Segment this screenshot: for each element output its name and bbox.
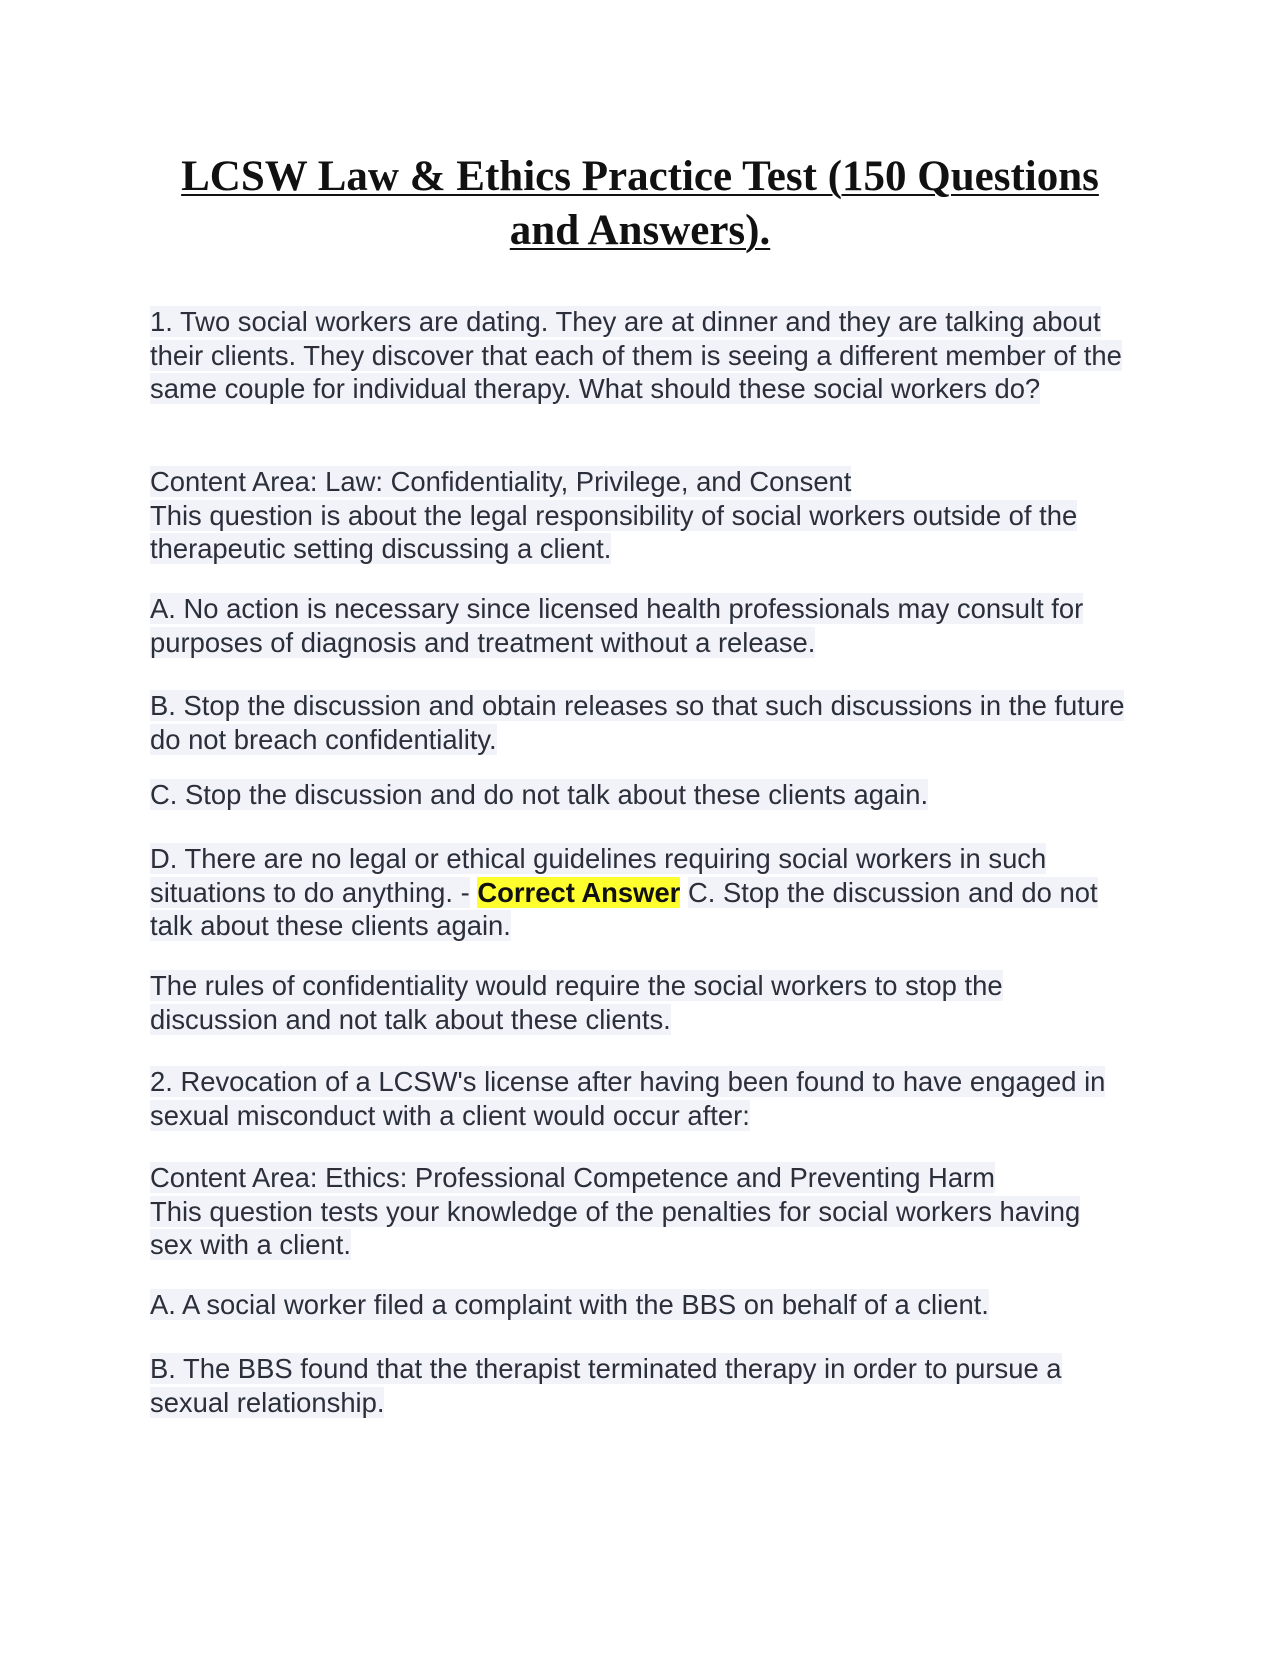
- correct-answer-label: Correct Answer: [477, 876, 681, 908]
- question-1-content-area: [150, 465, 1130, 566]
- question-2-option-b: [150, 1352, 1130, 1419]
- question-2-option-b-text: B. The BBS found that the therapist terminated therapy in order to pursue a sexual relationship.: [150, 1353, 1062, 1418]
- question-1-text: [150, 305, 1130, 406]
- question-1-option-a-text: A. No action is necessary since licensed health professionals may consult for purposes of diagnosis and treatment without a release.: [150, 593, 1084, 658]
- question-1-text-content: 1. Two social workers are dating. They are at dinner and they are talking about their clients. They discover that each of them is seeing a different member of the same couple for individual therapy. What should these social workers do?: [150, 306, 1122, 404]
- question-2-text-content: 2. Revocation of a LCSW's license after having been found to have engaged in sexual misconduct with a client would occur after:: [150, 1066, 1106, 1131]
- question-2-content-area: [150, 1161, 1130, 1262]
- question-1-option-a: [150, 592, 1130, 659]
- question-1-answer: C. Stop the discussion and do not talk about these clients again.: [150, 876, 1098, 941]
- question-2-option-a: [150, 1288, 1130, 1322]
- question-1-content-area-text: Content Area: Law: Confidentiality, Privilege, and Consent: [150, 466, 852, 497]
- question-2-content-area-text: Content Area: Ethics: Professional Competence and Preventing Harm: [150, 1162, 995, 1193]
- question-2-description: This question tests your knowledge of the penalties for social workers having sex with a client.: [150, 1195, 1081, 1260]
- question-1-description: This question is about the legal responsibility of social workers outside of the therapeutic setting discussing a client.: [150, 499, 1078, 564]
- question-1-rationale: [150, 969, 1130, 1036]
- question-1-rationale-text: The rules of confidentiality would require the social workers to stop the discussion and not talk about these clients.: [150, 970, 1003, 1035]
- question-2-option-a-text: A. A social worker filed a complaint with the BBS on behalf of a client.: [150, 1289, 989, 1320]
- document-title: LCSW Law & Ethics Practice Test (150 Questions and Answers).: [181, 153, 1099, 254]
- question-1-option-c-text: C. Stop the discussion and do not talk about these clients again.: [150, 779, 929, 810]
- question-1-option-b-text: B. Stop the discussion and obtain releases so that such discussions in the future do not breach confidentiality.: [150, 690, 1125, 755]
- question-1-option-d-text: D. There are no legal or ethical guidelines requiring social workers in such situations to do anything. -: [150, 843, 1047, 908]
- question-2-text: [150, 1065, 1130, 1132]
- question-1-option-c: [150, 778, 1130, 812]
- question-1-option-d: [150, 842, 1130, 943]
- question-1-option-b: [150, 689, 1130, 756]
